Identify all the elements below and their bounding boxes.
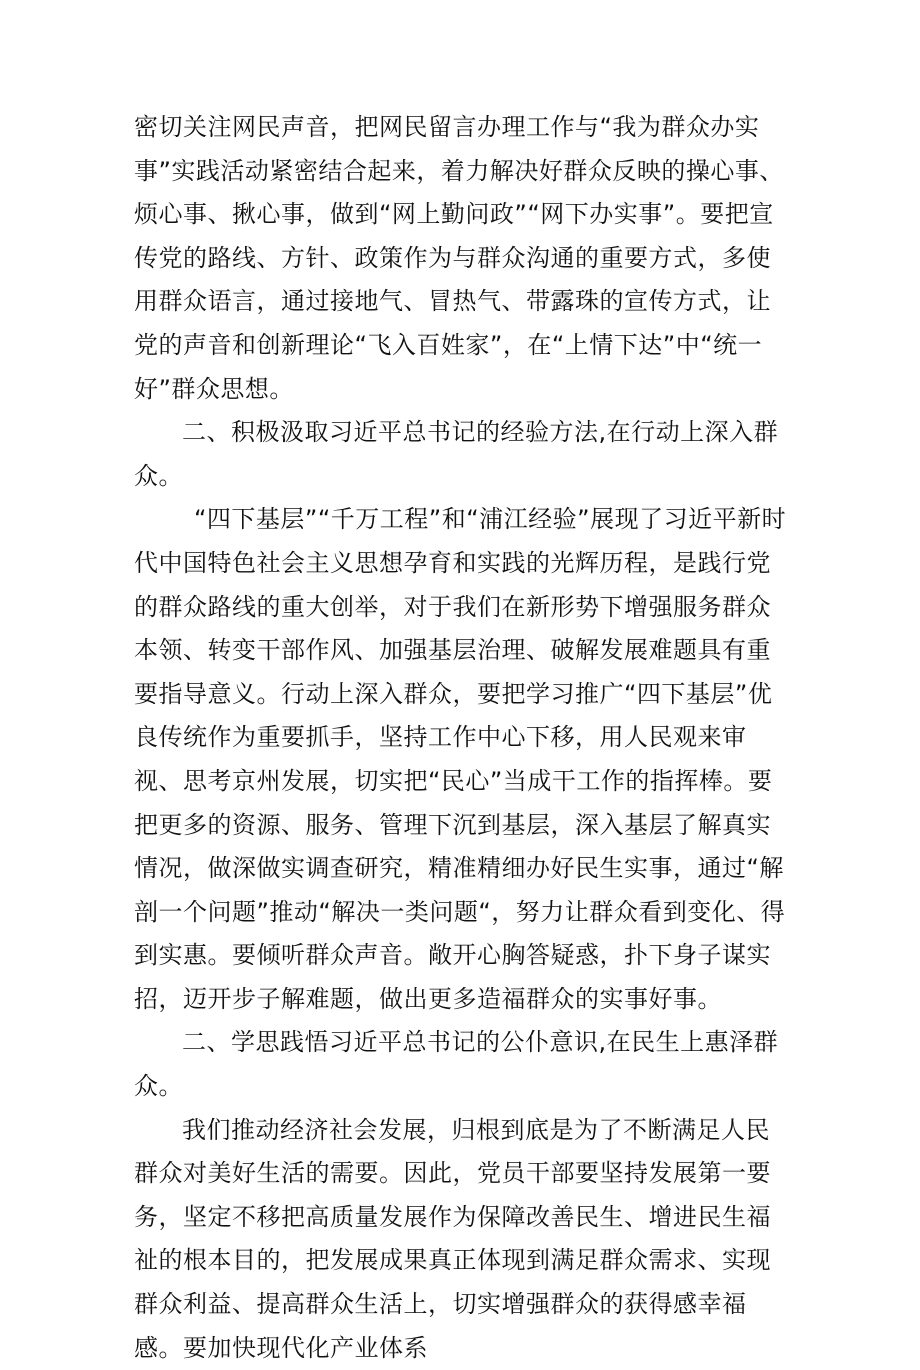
paragraph-development: 我们推动经济社会发展，归根到底是为了不断满足人民群众对美好生活的需要。因此，党员干部要坚持发展第一要务，坚定不移把高质量发展作为保障改善民生、增进民生福祉的根本目的，把发展成果真正体现到满足群众需求、实现群众利益、提高群众生活上，切实增强群众的获得感幸福感。要加快现代化产业体系 [134, 1115, 771, 1362]
document-body [134, 106, 794, 1370]
paragraph-four-grassroots: “四下基层”“千万工程”和“浦江经验”展现了习近平新时代中国特色社会主义思想孕育和实践的光辉历程，是践行党的群众路线的重大创举，对于我们在新形势下增强服务群众本领、转变干部作风、加强基层治理、破解发展难题具有重要指导意义。行动上深入群众，要把学习推广“四下基层”优良传统作为重要抓手，坚持工作中心下移，用人民观来审视、思考京州发展，切实把“民心”当成干工作的指挥棒。要把更多的资源、服务、管理下沉到基层，深入基层了解真实情况，做深做实调查研究，精准精细办好民生实事，通过“解剖一个问题”推动“解决一类问题“，努力让群众看到变化、得到实惠。要倾听群众声音。敞开心胸答疑惑，扑下身子谋实招，迈开步子解难题，做出更多造福群众的实事好事。 [134, 505, 787, 1013]
paragraph-continuation: 密切关注网民声音，把网民留言办理工作与“我为群众办实事”实践活动紧密结合起来，着力解决好群众反映的操心事、烦心事、揪心事，做到“网上勤问政”“网下办实事”。要把宣传党的路线、方针、政策作为与群众沟通的重要方式，多使用群众语言，通过接地气、冒热气、带露珠的宣传方式，让党的声音和创新理论“飞入百姓家”，在“上情下达”中“统一好”群众思想。 [134, 113, 784, 403]
section-heading-livelihood: 二、学思践悟习近平总书记的公仆意识,在民生上惠泽群众。 [134, 1028, 779, 1101]
section-heading-action: 二、积极汲取习近平总书记的经验方法,在行动上深入群众。 [134, 418, 779, 490]
